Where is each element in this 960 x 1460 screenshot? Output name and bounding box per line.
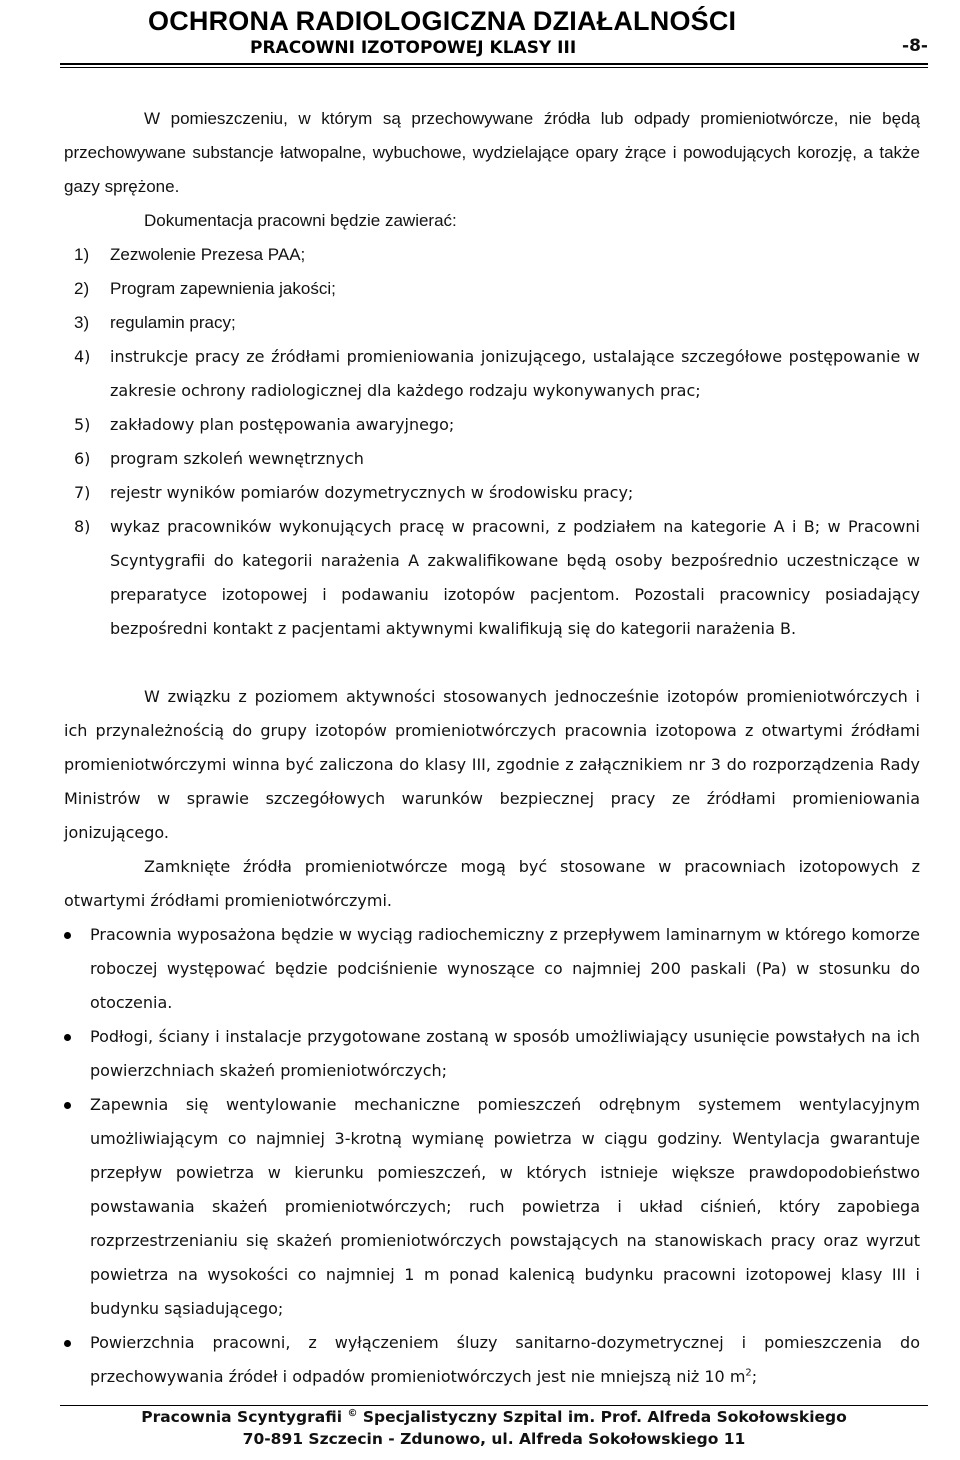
requirements-list: [64, 918, 920, 1394]
copyright-icon: ©: [347, 1407, 358, 1419]
bullet-icon: [64, 932, 71, 939]
page-header: [60, 4, 928, 64]
footer-address: 70-891 Szczecin - Zdunowo, ul. Alfreda Sokołowskiego 11: [242, 1430, 746, 1448]
list-item: Zapewnia się wentylowanie mechaniczne pomieszczeń odrębnym systemem wentylacyjnym umożliwiającym co najmniej 3-krotną wymianę powietrza w ciągu godziny. Wentylacja gwarantuje przepływ powietrza w kierunku pomieszczeń, w których istnieje większe prawdopodobieństwo powstawania skażeń promieniotwórczych; ruch powietrza i układ ciśnień, który zapobiega rozprzestrzenianiu się skażeń promieniotwórczych powstających na stanowiskach pracy oraz wyrzut powietrza na wysokości co najmniej 1 m ponad kalenicą budynku pracowni izotopowej klasy III i budynku sąsiadującego;: [64, 1088, 920, 1326]
footer-institution: Pracownia Scyntygrafii © Specjalistyczny Szpital im. Prof. Alfreda Sokołowskiego: [141, 1407, 847, 1426]
list-item: 8) wykaz pracowników wykonujących pracę w pracowni, z podziałem na kategorie A i B; w Pracowni Scyntygrafii do kategorii narażenia A zakwalifikowane będą osoby bezpośrednio uczestniczące w preparatyce izotopowej i podawaniu izotopów pacjentom. Pozostali pracownicy posiadający bezpośredni kontakt z pacjentami aktywnymi kwalifikują się do kategorii narażenia B.: [74, 517, 920, 638]
list-item: Pracownia wyposażona będzie w wyciąg radiochemiczny z przepływem laminarnym w którego komorze roboczej występować będzie podciśnienie wynoszące co najmniej 200 paskali (Pa) w stosunku do otoczenia.: [64, 918, 920, 1020]
closed-sources-paragraph: Zamknięte źródła promieniotwórcze mogą być stosowane w pracowniach izotopowych z otwartymi źródłami promieniotwórczymi.: [64, 857, 920, 910]
list-item: 2) Program zapewnienia jakości;: [74, 279, 336, 298]
list-item: 5) zakładowy plan postępowania awaryjnego;: [74, 415, 455, 434]
header-rule-thin: [60, 67, 928, 68]
page-footer: [60, 1405, 928, 1450]
list-item: Podłogi, ściany i instalacje przygotowane zostaną w sposób umożliwiający usunięcie powstałych na ich powierzchniach skażeń promieniotwórczych;: [64, 1020, 920, 1088]
classification-paragraph: W związku z poziomem aktywności stosowanych jednocześnie izotopów promieniotwórczych i ich przynależnością do grupy izotopów promieniotwórczych pracownia izotopowa z otwartymi źródłami promieniotwórczymi winna być zaliczona do klasy III, zgodnie z załącznikiem nr 3 do rozporządzenia Rady Ministrów w sprawie szczegółowych warunków bezpiecznej pracy ze źródłami promieniowania jonizującego.: [64, 687, 920, 842]
document-title: OCHRONA RADIOLOGICZNA DZIAŁALNOŚCI: [148, 6, 737, 36]
documentation-heading: Dokumentacja pracowni będzie zawierać:: [144, 211, 457, 230]
page-content: [64, 102, 920, 1394]
bullet-icon: [64, 1102, 71, 1109]
list-item: 6) program szkoleń wewnętrznych: [74, 449, 364, 468]
intro-paragraph: W pomieszczeniu, w którym są przechowywane źródła lub odpady promieniotwórcze, nie będą przechowywane substancje łatwopalne, wybuchowe, wydzielające opary żrące i powodujących korozję, a także gazy sprężone.: [64, 109, 920, 196]
bullet-icon: [64, 1034, 71, 1041]
list-item: 7) rejestr wyników pomiarów dozymetrycznych w środowisku pracy;: [74, 483, 634, 502]
list-item: 4) instrukcje pracy ze źródłami promieniowania jonizującego, ustalające szczegółowe postępowanie w zakresie ochrony radiologicznej dla każdego rodzaju wykonywanych prac;: [74, 347, 920, 400]
list-item: 1) Zezwolenie Prezesa PAA;: [74, 245, 306, 264]
list-item: 3) regulamin pracy;: [74, 313, 236, 332]
page-number: -8-: [902, 36, 928, 56]
documentation-list: [64, 238, 920, 646]
header-rule: [60, 63, 928, 65]
bullet-icon: [64, 1340, 71, 1347]
document-subtitle: PRACOWNI IZOTOPOWEJ KLASY III: [250, 38, 577, 58]
list-item: Powierzchnia pracowni, z wyłączeniem śluzy sanitarno-dozymetrycznej i pomieszczenia do przechowywania źródeł i odpadów promieniotwórczych jest nie mniejszą niż 10 $m^2$;: [64, 1326, 920, 1394]
